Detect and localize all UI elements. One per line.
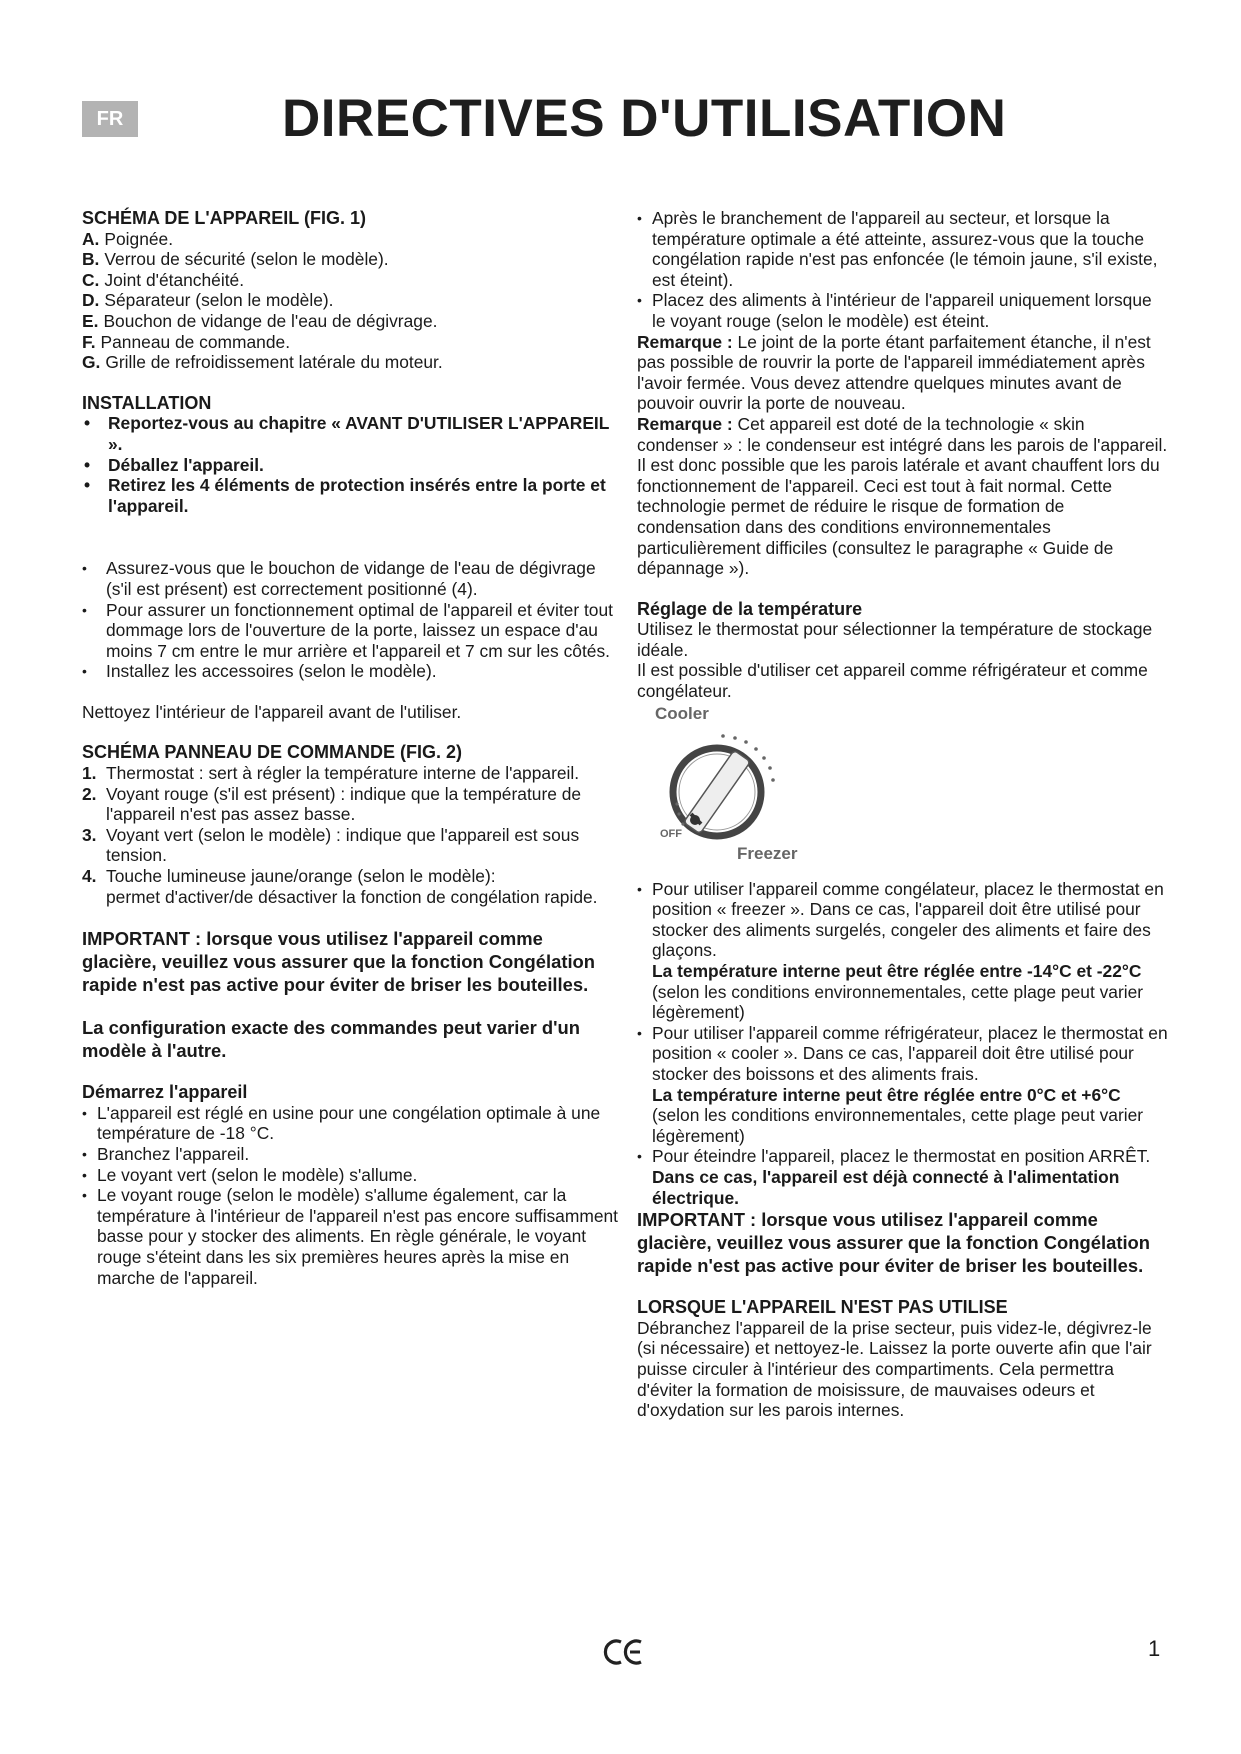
list-item: • Pour assurer un fonctionnement optimal de l'appareil et éviter tout dommage lors de l'ouverture de la porte, laissez un espace d'au moins 7 cm entre le mur arrière et l'appareil et 7 cm sur les côtés. [82,600,622,662]
list-item: A. Poignée. [82,228,174,249]
start-appliance-heading: Démarrez l'appareil [82,1082,248,1103]
remark-door-seal: Remarque : Le joint de la porte étant parfaitement étanche, il n'est pas possible de rouvrir la porte de l'appareil immédiatement après l'avoir fermée. Vous devez attendre quelques minutes avant de pouvoir ouvrir la porte de nouveau. [637,331,1151,414]
list-item: 2. Voyant rouge (s'il est présent) : indique que la température de l'appareil n'est pas assez basse. [82,783,582,825]
list-item: • Pour utiliser l'appareil comme congélateur, placez le thermostat en position « freezer ». Dans ce cas, l'appareil doit être utilisé pour stocker des aliments surgelés, congeler des aliments et faire des glaçons. La température interne peut être réglée entre -14°C et -22°C (selon les conditions environnementales, cette plage peut varier légèrement) [637,879,1169,1023]
list-item: • Après le branchement de l'appareil au secteur, et lorsque la température optimale a été atteinte, assurez-vous que la touche congélation rapide n'est pas enfoncée (le témoin jaune, s'il existe, est éteint). [637,208,1169,290]
list-item: • Pour éteindre l'appareil, placez le thermostat en position ARRÊT. Dans ce cas, l'appareil est déjà connecté à l'alimentation électrique. [637,1146,1169,1208]
left-column [82,208,622,1288]
unused-appliance-heading: LORSQUE L'APPAREIL N'EST PAS UTILISE [637,1297,1008,1318]
appliance-diagram-heading: SCHÉMA DE L'APPAREIL (FIG. 1) [82,208,366,228]
list-item: E. Bouchon de vidange de l'eau de dégivrage. [82,310,438,331]
list-item: • Installez les accessoires (selon le modèle). [82,661,622,682]
list-item: • Reportez-vous au chapitre « AVANT D'UTILISER L'APPAREIL ». [82,413,622,454]
dial-label-off: OFF [660,827,682,840]
list-item: • Branchez l'appareil. [82,1144,622,1165]
installation-notes [82,558,622,682]
list-item: D. Séparateur (selon le modèle). [82,290,334,311]
thermostat-dial-figure [645,704,815,869]
cleaning-note: Nettoyez l'intérieur de l'appareil avant de l'utiliser. [82,701,462,722]
remark-skin-condenser: Remarque : Cet appareil est doté de la technologie « skin condenser » : le condenseur est intégré dans les parois de l'appareil. Il est donc possible que les parois latérale et avant chauffent lors du fonctionnement de l'appareil. Ceci est tout à fait normal. Cette technologie permet de réduire le risque de formation de condensation dans des conditions environnementales particulièrement difficiles (consultez le paragraphe « Guide de dépannage »). [637,413,1168,579]
list-item: • Retirez les 4 éléments de protection insérés entre la porte et l'appareil. [82,475,622,516]
important-warning-2: IMPORTANT : lorsque vous utilisez l'appareil comme glacière, veuillez vous assurer que la fonction Congélation rapide n'est pas active pour éviter de briser les bouteilles. [637,1209,1151,1277]
page-title: DIRECTIVES D'UTILISATION [282,89,1007,148]
language-badge: FR [82,101,138,137]
page-number: 1 [1148,1636,1161,1661]
important-warning: IMPORTANT : lorsque vous utilisez l'appareil comme glacière, veuillez vous assurer que la fonction Congélation rapide n'est pas active pour éviter de briser les bouteilles. [82,928,596,996]
list-item: 1. Thermostat : sert à régler la température interne de l'appareil. [82,763,580,784]
unused-appliance-text: Débranchez l'appareil de la prise secteur, puis videz-le, dégivrez-le (si nécessaire) et nettoyez-le. Laissez la porte ouverte afin que l'air puisse circuler à l'intérieur des compartiments. Cela permettra d'éviter la formation de moisissure, de mauvaises odeurs et d'oxydation sur les parois internes. [637,1317,1152,1421]
list-item: 4. Touche lumineuse jaune/orange (selon le modèle): permet d'activer/de désactiver la fonction de congélation rapide. [82,866,598,907]
thermostat-modes [637,879,1169,1209]
temperature-heading: Réglage de la température [637,598,863,619]
start-appliance-steps [82,1103,622,1288]
list-item: • Le voyant rouge (selon le modèle) s'allume également, car la température à l'intérieur de l'appareil n'est pas encore suffisamment basse pour y stocker des aliments. En règle générale, le voyant rouge s'éteint dans les six premières heures après la mise en marche de l'appareil. [82,1185,622,1288]
list-item: B. Verrou de sécurité (selon le modèle). [82,249,389,270]
installation-heading: INSTALLATION [82,392,212,413]
dial-label-freezer: Freezer [737,843,798,863]
temperature-text: Utilisez le thermostat pour sélectionner la température de stockage idéale. [637,619,1153,660]
list-item: • Assurez-vous que le bouchon de vidange de l'eau de dégivrage (s'il est présent) est correctement positionné (4). [82,558,622,599]
appliance-parts-list [82,229,622,373]
list-item: C. Joint d'étanchéité. [82,269,245,290]
control-panel-list [82,763,622,907]
list-item: • Placez des aliments à l'intérieur de l'appareil uniquement lorsque le voyant rouge (selon le modèle) est éteint. [637,290,1169,331]
temperature-text-2: Il est possible d'utiliser cet appareil comme réfrigérateur et comme congélateur. [637,660,1148,702]
list-item: • Déballez l'appareil. [82,455,622,476]
configuration-note: La configuration exacte des commandes peut varier d'un modèle à l'autre. [82,1017,580,1062]
list-item: G. Grille de refroidissement latérale du moteur. [82,352,443,373]
right-column [637,208,1169,1421]
list-item: • Le voyant vert (selon le modèle) s'allume. [82,1165,622,1186]
list-item: 3. Voyant vert (selon le modèle) : indique que l'appareil est sous tension. [82,824,580,866]
list-item: F. Panneau de commande. [82,331,291,352]
post-connection-steps [637,208,1169,332]
list-item: • L'appareil est réglé en usine pour une congélation optimale à une température de -18 °C. [82,1103,622,1144]
control-panel-heading: SCHÉMA PANNEAU DE COMMANDE (FIG. 2) [82,742,463,763]
list-item: • Pour utiliser l'appareil comme réfrigérateur, placez le thermostat en position « cooler ». Dans ce cas, l'appareil doit être utilisé pour stocker des boissons et des aliments frais. La température interne peut être réglée entre 0°C et +6°C (selon les conditions environnementales, cette plage peut varier légèrement) [637,1023,1169,1147]
dial-label-cooler: Cooler [655,703,709,723]
ce-mark-icon [603,1637,645,1667]
installation-steps [82,413,622,516]
